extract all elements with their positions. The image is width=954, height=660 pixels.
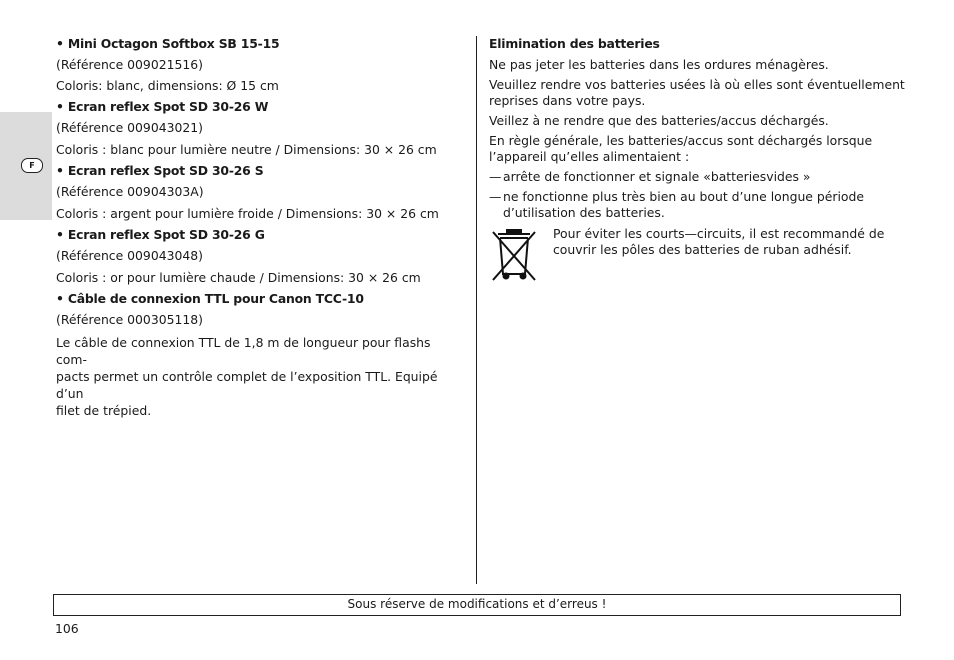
dash-item-line: ne fonctionne plus très bien au bout d’une longue période xyxy=(503,189,864,204)
item-colors: Coloris : or pour lumière chaude / Dimensions: 30 × 26 cm xyxy=(56,270,421,285)
dash-item-line: d’utilisation des batteries. xyxy=(503,205,665,220)
item-reference: (Référence 009021516) xyxy=(56,57,203,72)
item-reference: (Référence 000305118) xyxy=(56,312,203,327)
item-heading-spot-s: • Ecran reflex Spot SD 30-26 S xyxy=(56,163,264,178)
weee-text-line: Pour éviter les courts—circuits, il est recommandé de xyxy=(553,226,885,241)
paragraph xyxy=(489,77,909,109)
item-colors: Coloris : argent pour lumière froide / Dimensions: 30 × 26 cm xyxy=(56,206,439,221)
description-line: pacts permet un contrôle complet de l’exposition TTL. Equipé d’un xyxy=(56,369,438,401)
weee-text-line: couvrir les pôles des batteries de ruban adhésif. xyxy=(553,242,852,257)
item-heading-softbox: • Mini Octagon Softbox SB 15-15 xyxy=(56,36,280,51)
paragraph-line: reprises dans votre pays. xyxy=(489,93,646,108)
paragraph-line: Veuillez rendre vos batteries usées là où elles sont éventuellement xyxy=(489,77,905,92)
description-line: filet de trépied. xyxy=(56,403,152,418)
paragraph: Ne pas jeter les batteries dans les ordures ménagères. xyxy=(489,57,829,72)
item-reference: (Référence 00904303A) xyxy=(56,184,204,199)
item-heading-spot-g: • Ecran reflex Spot SD 30-26 G xyxy=(56,227,265,242)
item-colors: Coloris: blanc, dimensions: Ø 15 cm xyxy=(56,78,279,93)
footer-notice: Sous réserve de modifications et d’erreus ! xyxy=(53,594,901,616)
paragraph-line: l’appareil qu’elles alimentaient : xyxy=(489,149,690,164)
dash-item xyxy=(489,189,909,221)
item-reference: (Référence 009043021) xyxy=(56,120,203,135)
page-number: 106 xyxy=(55,621,79,636)
crossed-out-wheelie-bin-icon xyxy=(489,226,539,282)
accessories-column xyxy=(56,36,456,419)
dash-item-text: arrête de fonctionner et signale «batteriesvides » xyxy=(503,169,811,184)
dash-item xyxy=(489,169,909,185)
weee-text xyxy=(553,226,884,282)
language-badge: F xyxy=(21,158,43,173)
paragraph-line: En règle générale, les batteries/accus sont déchargés lorsque xyxy=(489,133,873,148)
item-reference: (Référence 009043048) xyxy=(56,248,203,263)
item-colors: Coloris : blanc pour lumière neutre / Dimensions: 30 × 26 cm xyxy=(56,142,437,157)
item-heading-spot-w: • Ecran reflex Spot SD 30-26 W xyxy=(56,99,269,114)
paragraph xyxy=(489,133,909,165)
battery-disposal-column xyxy=(489,36,909,282)
item-description xyxy=(56,334,456,419)
item-heading-ttl-cable: • Câble de connexion TTL pour Canon TCC-10 xyxy=(56,291,364,306)
weee-notice xyxy=(489,226,909,282)
dash-marker: — xyxy=(489,169,502,184)
section-title: Elimination des batteries xyxy=(489,36,660,51)
paragraph: Veillez à ne rendre que des batteries/accus déchargés. xyxy=(489,113,829,128)
dash-item-text xyxy=(503,189,864,221)
dash-marker: — xyxy=(489,189,502,204)
column-divider xyxy=(476,36,477,584)
description-line: Le câble de connexion TTL de 1,8 m de longueur pour flashs com- xyxy=(56,335,431,367)
